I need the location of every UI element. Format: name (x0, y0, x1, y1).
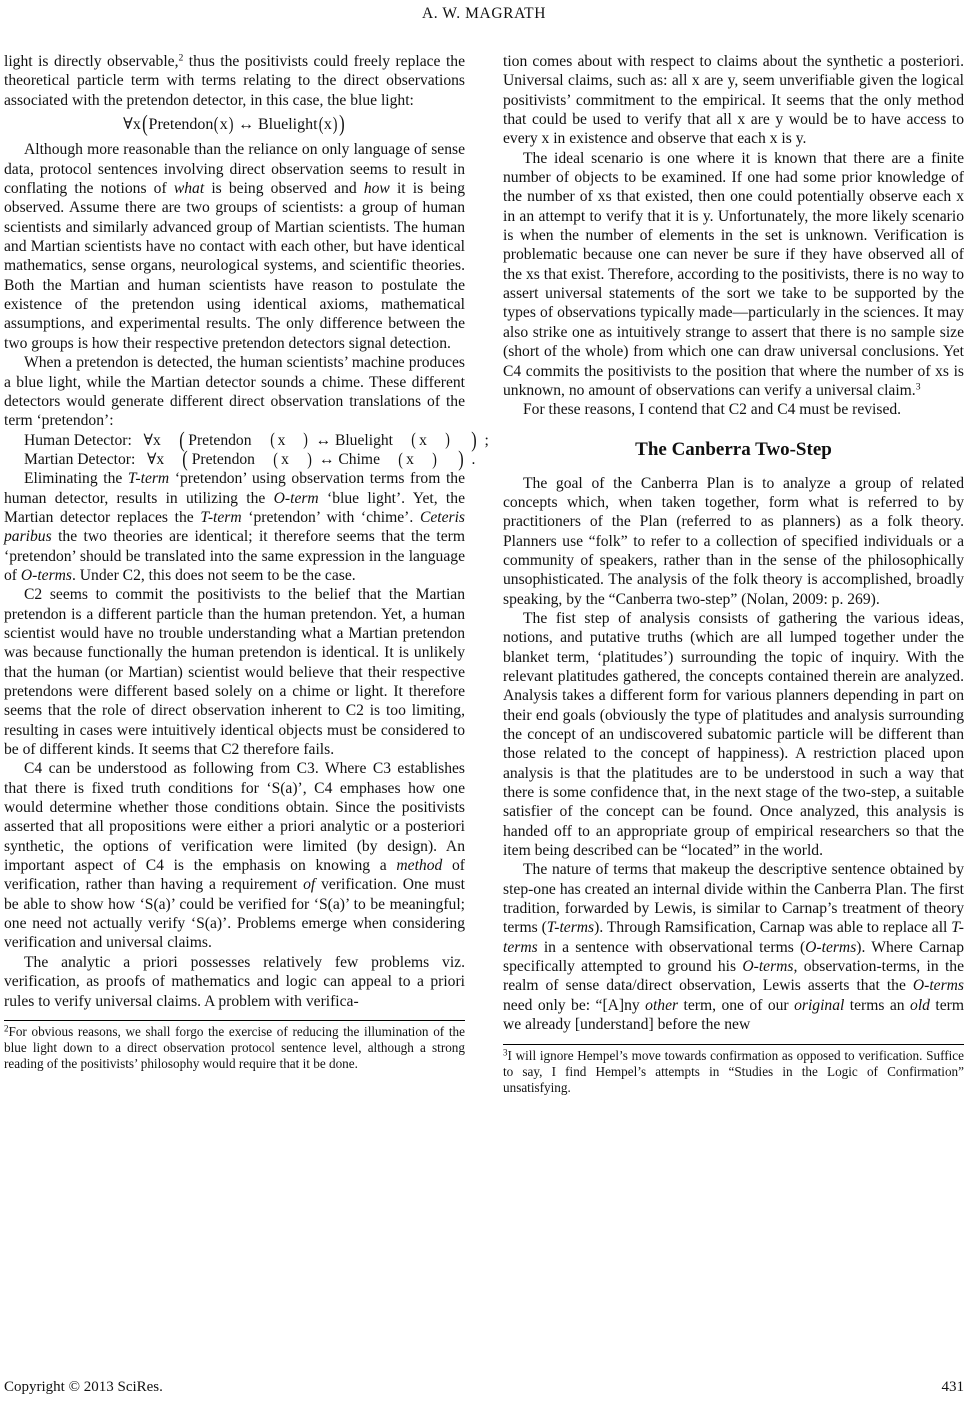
page-number: 431 (941, 1379, 964, 1395)
display-equation-bluelight (4, 111, 465, 138)
paragraph-for-these-reasons: For these reasons, I contend that C2 and C4 must be revised. (523, 401, 902, 419)
paragraph-when-pretendon: When a pretendon is detected, the human scientists’ machine produces a blue light, while the Martian detector sounds a chime. These different detectors would generate different direct observation translations of the term ‘pretendon’: (4, 354, 465, 430)
emphasis: method (396, 857, 443, 875)
footnote-block-right (503, 1044, 964, 1097)
paragraph-fist-step-analysis: The fist step of analysis consists of gathering the various ideas, notions, and putative truths (which are all lumped together under the blanket term, ‘platitudes’) surrounding the topic of inquiry. With the relevant platitudes gathered, the concepts contained therein are analyzed. Analysis takes a different form for various planners depending in part on their end goals (obviously the type of platitudes and analysis surrounding the concept of an undiscovered subatomic particle will be different than those related to the concept of happiness). A restriction placed upon analysis is that the platitudes are to be understood in such a way that there is some confidence that, in the next stage of the two-step, a suitable satisfier of the concept can be found. Once analyzed, this analysis is handed off to an appropriate group of empirical researchers so that the item being described can be “located” in the world. (503, 609, 964, 860)
footnote-block-left (4, 1020, 465, 1073)
emphasis: T-term (200, 508, 242, 526)
two-column-body (4, 52, 964, 1096)
section-heading-canberra-two-step: The Canberra Two-Step (635, 438, 832, 460)
emphasis: original (794, 996, 845, 1014)
detector-line-human (4, 426, 489, 452)
paragraph-tion-comes-about: tion comes about with respect to claims about the synthetic a posteriori. Universal claims, such as: all x are y, seem unverifiable given the logical positivists’ commitment to the empirical. It seems that the only method that could be used to verify that all x are y would be to have access to every x in existence and observe that each x is y. (503, 53, 964, 148)
detector-label-human: Human Detector: (24, 431, 132, 449)
emphasis: O-terms (912, 977, 964, 995)
emphasis: what (173, 180, 205, 198)
footnote-text-3: I will ignore Hempel’s move towards confirmation as opposed to verification. Suffice to say, I find Hempel’s attempts in “Studies in the Logic of Confirmation” unsatisfying. (503, 1047, 964, 1095)
emphasis: O-term (273, 489, 319, 507)
detector-line-martian (4, 446, 476, 472)
footnote-separator (503, 1044, 964, 1045)
paragraph-light-observable: light is directly observable,$^2$ thus the positivists could freely replace the theoretical particle term with terms relating to the direct observations associated with the pretendon detector, in this case, the blue light: (4, 52, 465, 109)
paragraph-goal-canberra-plan: The goal of the Canberra Plan is to analyze a group of related concepts which, when taken together, form what is referred to by practitioners of the Plan (referred to as planners) as a folk theory. Planners use “folk” to refer to a collection of specified individuals or a community of speakers, rather than in the sense of the philosophically unsophisticated. The analysis of the folk theory is accomplished, broadly speaking, by the “Canberra two-step” (Nolan, 2009: p. 269). (503, 474, 964, 608)
emphasis: T-term (127, 470, 170, 488)
emphasis: of (303, 876, 316, 894)
footnote-marker-3: 3 (503, 1047, 508, 1058)
emphasis: O-terms, (742, 958, 798, 976)
emphasis: T-terms (503, 919, 964, 956)
emphasis: O-terms (805, 938, 857, 956)
paragraph-c2-commit: C2 seems to commit the positivists to the belief that the Martian pretendon is a different particle than the human pretendon. Yet, a human scientist would have no trouble understanding what a Martian pretendon was because functionally the human pretendon is identical. It is unlikely that the human (or Martian) scientist would believe that their respective pretendons were different based solely on a chime or light. It therefore seems that the role of direct observation inherent to C2 is too limiting, resulting in cases were intuitively identical objects must be considered to be of different kinds. It seems that C2 therefore fails. (4, 586, 465, 759)
left-column (4, 52, 489, 1072)
paragraph-although-reasonable: Although more reasonable than the reliance on only language of sense data, protocol sentences involving direct observation seems to result in conflating the notions of what is being observed and how it is being observed. Assume there are two groups of scientists: a group of human scientists and similarly advanced group of Martian scientists. The human and Martian scientists have no contact with each other, but have identical mathematics, sense organs, neurological systems, and scientific theories. Both the Martian and human scientists have reason to postulate the existence of the pretendon using identical axioms, mathematical assumptions, and experimental results. The only difference between the two groups is how their respective pretendon detectors signal detection. (4, 141, 466, 352)
detector-equation-human: ∀x ( Pretendon ( x ) ↔ Bluelight ( x ) ) ; (143, 426, 489, 452)
paragraph-eliminating-t-term: Eliminating the T-term ‘pretendon’ using observation terms from the human detector, results in utilizing the O-term ‘blue light’. Yet, the Martian detector replaces the T-term ‘pretendon’ with ‘chime’. Ceteris paribus the two theories are identical; it therefore seems that the term ‘pretendon’ should be translated into the same expression in the language of O-terms. Under C2, this does not seem to be the case. (4, 470, 465, 584)
emphasis: other (645, 996, 679, 1014)
paragraph-ideal-scenario: The ideal scenario is one where it is known that there are a finite number of objects to be examined. If one had some prior knowledge of the number of xs that existed, then one could potentially observe each x in an attempt to verify that it is y. Unfortunately, the more likely scenario is when the number of elements in the set is unknown. Verification is problematic because one can never be sure if they have observed all of the xs that exist. Therefore, according to the positivists, there is no way to assert universal statements of the sort we take to be supported by the types of observations typically made—particularly in the sciences. It may also strike one as intuitively strange to assert that there is no sample size (short of the whole) from which one can draw universal conclusions. Yet C4 commits the positivists to the position that where the number of xs is unknown, no amount of observations can verify a universal claim.$^3$ (503, 149, 964, 399)
paragraph-c4-understood: C4 can be understood as following from C3. Where C3 establishes that there is fixed truth conditions for ‘S(a)’, C4 emphases how one would determine whether those conditions obtain. Since the positivists asserted that all propositions were either a priori analytic or a posteriori synthetic, the options of verification were limited (by design). An important aspect of C4 is the emphasis on knowing a method of verification, rather than having a requirement of verification. One must be able to show how ‘S(a)’ could be verified for ‘S(a)’ to be meaningful; one need not actually verify ‘S(a)’. Problems emerge when considering verification and universal claims. (4, 760, 465, 952)
equation-text: ∀x(Pretendon(x) ↔ Bluelight(x)) (123, 111, 345, 138)
detector-equation-martian: ∀x ( Pretendon ( x ) ↔ Chime ( x ) ) . (146, 446, 476, 472)
footnote-2 (4, 1024, 465, 1073)
detector-label-martian: Martian Detector: (24, 450, 136, 468)
emphasis: old (910, 996, 930, 1014)
copyright-notice: Copyright © 2013 SciRes. (4, 1379, 163, 1395)
footnote-reference: 3 (915, 381, 921, 393)
emphasis: T-terms (546, 919, 595, 937)
page-footer (4, 1379, 964, 1396)
paragraph-analytic-a-priori: The analytic a priori possesses relatively few problems viz. verification, as proofs of mathematics and logic can appeal to a priori rules to verify universal claims. A problem with verifica- (4, 953, 465, 1010)
footnote-separator (4, 1020, 465, 1021)
footnote-text-2: For obvious reasons, we shall forgo the exercise of reducing the illumination of the blue light down to a direct observation protocol sentence level, although a strong reading of the positivists’ philosophy would require that it be done. (4, 1023, 465, 1072)
right-column (503, 52, 964, 1096)
footnote-marker-2: 2 (4, 1023, 9, 1034)
footnote-3 (503, 1048, 964, 1097)
emphasis: how (363, 180, 390, 198)
emphasis: Ceteris paribus (4, 508, 465, 546)
running-head: A. W. MAGRATH (421, 5, 547, 22)
footnote-reference: 2 (178, 52, 184, 64)
emphasis: O-terms (20, 566, 72, 584)
paragraph-nature-of-terms: The nature of terms that makeup the descriptive sentence obtained by step-one has created an internal divide within the Canberra Plan. The first tradition, forwarded by Lewis, is similar to Carnap’s treatment of theory terms (T-terms). Through Ramsification, Carnap was able to replace all T-terms in a sentence with observational terms (O-terms). Where Carnap specifically attempted to ground his O-terms, observation-terms, in the realm of sense data/direct observation, Lewis asserts that the O-terms need only be: “[A]ny other term, one of our original terms an old term we already [understand] before the new (503, 861, 965, 1034)
